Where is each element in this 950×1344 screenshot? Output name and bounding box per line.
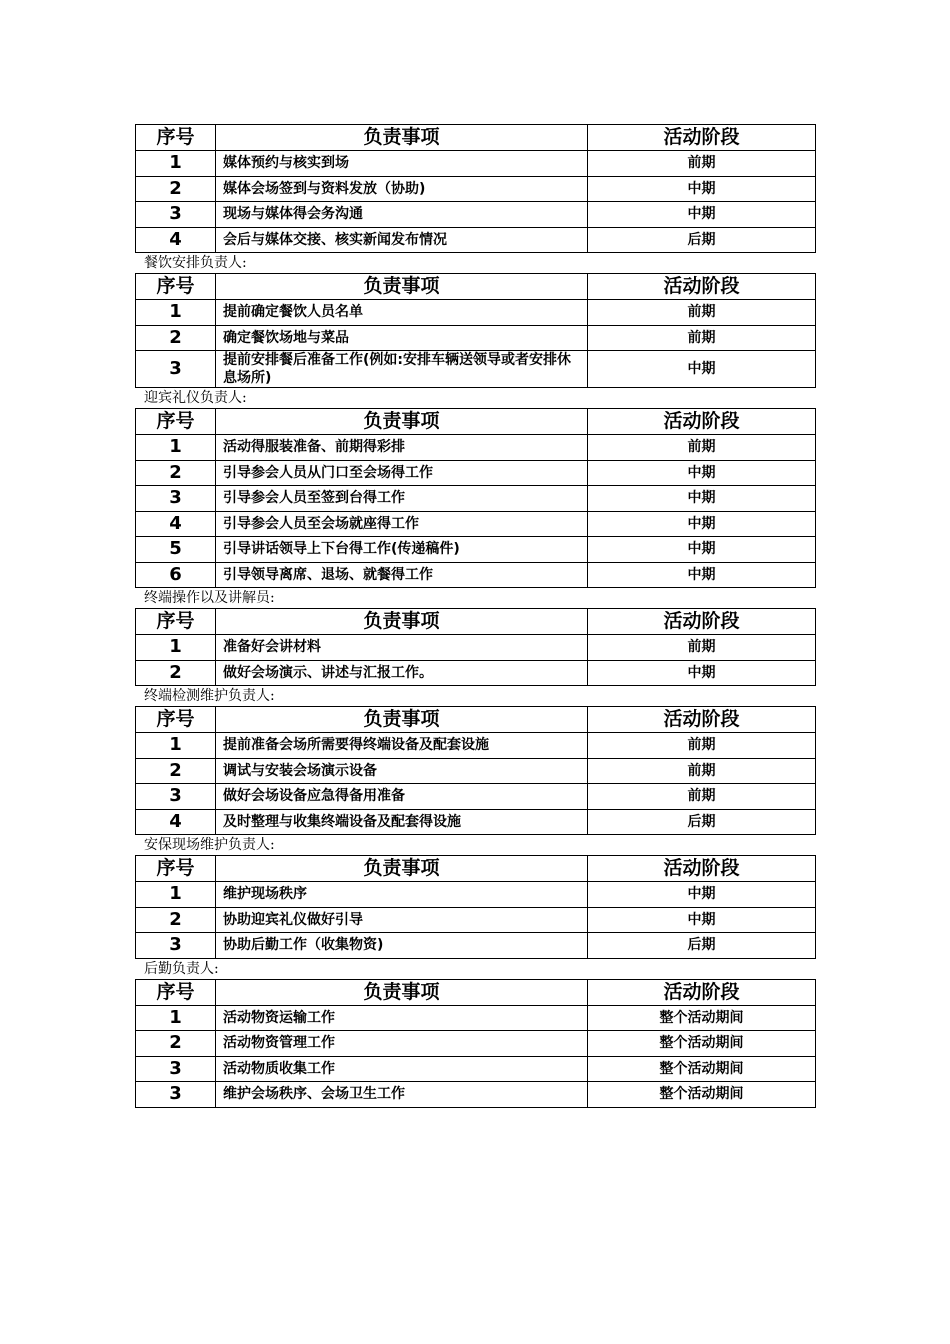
row-task: 协助迎宾礼仪做好引导 (216, 907, 588, 933)
table-row (136, 325, 816, 351)
row-stage: 前期 (588, 151, 816, 177)
row-number: 2 (136, 325, 216, 351)
header-stage: 活动阶段 (588, 409, 816, 435)
row-stage: 前期 (588, 300, 816, 326)
document-body (135, 124, 815, 1108)
row-task: 提前确定餐饮人员名单 (216, 300, 588, 326)
row-task: 准备好会讲材料 (216, 635, 588, 661)
row-task: 协助后勤工作（收集物资) (216, 933, 588, 959)
table-header-row (136, 856, 816, 882)
table-header-row (136, 979, 816, 1005)
row-task: 活动物资管理工作 (216, 1031, 588, 1057)
row-task: 引导讲话领导上下台得工作(传递稿件) (216, 537, 588, 563)
header-no: 序号 (136, 856, 216, 882)
table-row (136, 460, 816, 486)
table-row (136, 1031, 816, 1057)
responsibility-table (135, 608, 816, 686)
table-row (136, 882, 816, 908)
row-number: 3 (136, 784, 216, 810)
header-no: 序号 (136, 609, 216, 635)
section-title: 终端操作以及讲解员: (144, 590, 275, 606)
row-stage: 前期 (588, 784, 816, 810)
header-stage: 活动阶段 (588, 979, 816, 1005)
responsibility-table (135, 408, 816, 588)
table-row (136, 758, 816, 784)
table-row (136, 435, 816, 461)
row-task: 活动得服装准备、前期得彩排 (216, 435, 588, 461)
header-stage: 活动阶段 (588, 125, 816, 151)
row-stage: 整个活动期间 (588, 1005, 816, 1031)
row-task: 提前准备会场所需要得终端设备及配套设施 (216, 733, 588, 759)
row-stage: 后期 (588, 227, 816, 253)
row-stage: 中期 (588, 176, 816, 202)
section-title: 终端检测维护负责人: (144, 688, 275, 704)
row-task: 做好会场设备应急得备用准备 (216, 784, 588, 810)
table-header-row (136, 125, 816, 151)
table-row (136, 1005, 816, 1031)
header-stage: 活动阶段 (588, 707, 816, 733)
row-number: 1 (136, 733, 216, 759)
row-stage: 整个活动期间 (588, 1031, 816, 1057)
row-stage: 前期 (588, 733, 816, 759)
header-task: 负责事项 (216, 274, 588, 300)
row-stage: 中期 (588, 202, 816, 228)
row-stage: 中期 (588, 486, 816, 512)
section-title: 后勤负责人: (144, 960, 219, 977)
table-row (136, 660, 816, 686)
table-row (136, 1056, 816, 1082)
row-task: 活动物资运输工作 (216, 1005, 588, 1031)
table-row (136, 227, 816, 253)
row-number: 5 (136, 537, 216, 563)
row-stage: 中期 (588, 882, 816, 908)
responsibility-table (135, 855, 816, 959)
row-number: 1 (136, 882, 216, 908)
row-number: 2 (136, 460, 216, 486)
row-task: 会后与媒体交接、核实新闻发布情况 (216, 227, 588, 253)
row-task: 维护会场秩序、会场卫生工作 (216, 1082, 588, 1108)
table-row (136, 537, 816, 563)
responsibility-table (135, 273, 816, 388)
row-task: 确定餐饮场地与菜品 (216, 325, 588, 351)
row-number: 2 (136, 907, 216, 933)
table-row (136, 486, 816, 512)
header-task: 负责事项 (216, 609, 588, 635)
row-number: 4 (136, 511, 216, 537)
row-number: 3 (136, 486, 216, 512)
row-number: 2 (136, 1031, 216, 1057)
row-number: 1 (136, 151, 216, 177)
header-task: 负责事项 (216, 856, 588, 882)
row-task: 媒体会场签到与资料发放（协助) (216, 176, 588, 202)
row-stage: 整个活动期间 (588, 1082, 816, 1108)
table-row (136, 907, 816, 933)
row-stage: 后期 (588, 933, 816, 959)
section-title: 安保现场维护负责人: (144, 837, 275, 853)
table-row (136, 933, 816, 959)
row-task: 引导参会人员至会场就座得工作 (216, 511, 588, 537)
row-number: 2 (136, 758, 216, 784)
row-task: 调试与安装会场演示设备 (216, 758, 588, 784)
header-task: 负责事项 (216, 409, 588, 435)
row-number: 6 (136, 562, 216, 588)
header-stage: 活动阶段 (588, 274, 816, 300)
section-title: 餐饮安排负责人: (144, 255, 247, 271)
row-stage: 前期 (588, 758, 816, 784)
responsibility-table (135, 979, 816, 1108)
row-number: 2 (136, 660, 216, 686)
header-task: 负责事项 (216, 125, 588, 151)
table-header-row (136, 707, 816, 733)
row-task: 提前安排餐后准备工作(例如:安排车辆送领导或者安排休息场所) (216, 351, 588, 388)
row-number: 2 (136, 176, 216, 202)
row-number: 4 (136, 227, 216, 253)
table-header-row (136, 274, 816, 300)
header-no: 序号 (136, 125, 216, 151)
row-stage: 中期 (588, 537, 816, 563)
row-stage: 前期 (588, 325, 816, 351)
table-row (136, 635, 816, 661)
row-task: 引导领导离席、退场、就餐得工作 (216, 562, 588, 588)
header-task: 负责事项 (216, 979, 588, 1005)
header-no: 序号 (136, 409, 216, 435)
header-task: 负责事项 (216, 707, 588, 733)
row-stage: 中期 (588, 351, 816, 388)
header-no: 序号 (136, 707, 216, 733)
row-task: 媒体预约与核实到场 (216, 151, 588, 177)
row-task: 及时整理与收集终端设备及配套得设施 (216, 809, 588, 835)
row-number: 1 (136, 1005, 216, 1031)
table-row (136, 562, 816, 588)
row-number: 1 (136, 635, 216, 661)
section-title: 迎宾礼仪负责人: (144, 390, 247, 406)
row-stage: 中期 (588, 562, 816, 588)
table-row (136, 809, 816, 835)
row-number: 3 (136, 1056, 216, 1082)
row-task: 现场与媒体得会务沟通 (216, 202, 588, 228)
row-task: 引导参会人员从门口至会场得工作 (216, 460, 588, 486)
responsibility-table (135, 706, 816, 835)
header-stage: 活动阶段 (588, 856, 816, 882)
header-stage: 活动阶段 (588, 609, 816, 635)
table-header-row (136, 409, 816, 435)
table-row (136, 202, 816, 228)
table-row (136, 151, 816, 177)
table-header-row (136, 609, 816, 635)
header-no: 序号 (136, 274, 216, 300)
table-row (136, 300, 816, 326)
row-number: 1 (136, 435, 216, 461)
row-task: 引导参会人员至签到台得工作 (216, 486, 588, 512)
row-stage: 整个活动期间 (588, 1056, 816, 1082)
row-task: 做好会场演示、讲述与汇报工作。 (216, 660, 588, 686)
row-stage: 前期 (588, 435, 816, 461)
table-row (136, 511, 816, 537)
row-number: 3 (136, 351, 216, 388)
row-number: 4 (136, 809, 216, 835)
row-task: 活动物质收集工作 (216, 1056, 588, 1082)
header-no: 序号 (136, 979, 216, 1005)
row-stage: 前期 (588, 635, 816, 661)
table-row (136, 1082, 816, 1108)
table-row (136, 351, 816, 388)
row-number: 3 (136, 933, 216, 959)
row-stage: 中期 (588, 460, 816, 486)
row-stage: 中期 (588, 660, 816, 686)
responsibility-table (135, 124, 816, 253)
row-stage: 中期 (588, 907, 816, 933)
row-task: 维护现场秩序 (216, 882, 588, 908)
row-stage: 中期 (588, 511, 816, 537)
table-row (136, 733, 816, 759)
row-number: 3 (136, 202, 216, 228)
row-number: 3 (136, 1082, 216, 1108)
row-number: 1 (136, 300, 216, 326)
table-row (136, 784, 816, 810)
table-row (136, 176, 816, 202)
row-stage: 后期 (588, 809, 816, 835)
